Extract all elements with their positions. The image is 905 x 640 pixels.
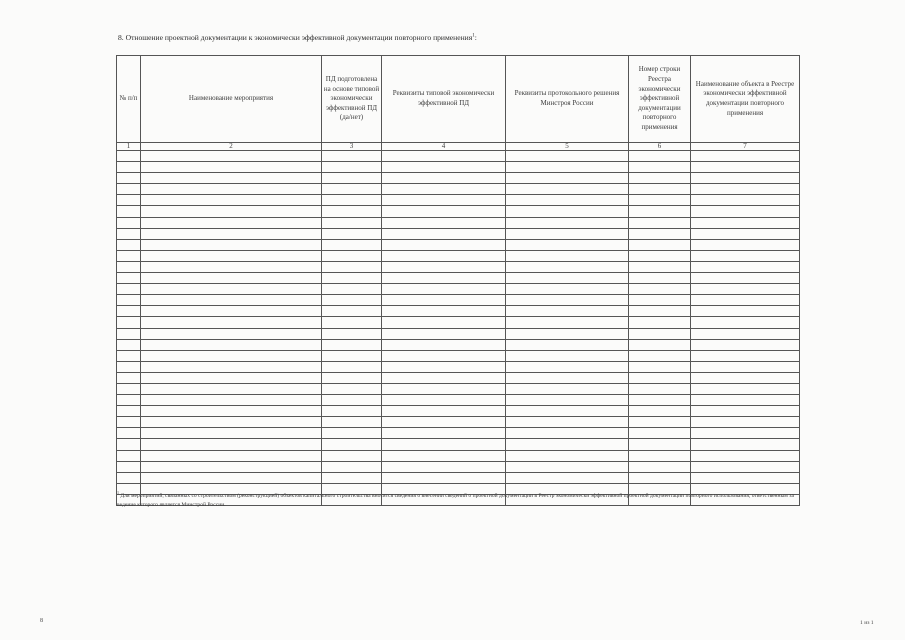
empty-cell [141, 295, 322, 306]
empty-cell [691, 206, 800, 217]
empty-cell [322, 395, 382, 406]
column-number: 1 [117, 143, 141, 151]
empty-cell [691, 284, 800, 295]
empty-cell [691, 328, 800, 339]
empty-cell [141, 151, 322, 162]
empty-cell [382, 350, 506, 361]
empty-cell [629, 450, 691, 461]
empty-table-row [117, 195, 800, 206]
empty-cell [629, 151, 691, 162]
empty-cell [506, 372, 629, 383]
empty-cell [691, 472, 800, 483]
empty-table-row [117, 339, 800, 350]
empty-cell [629, 273, 691, 284]
empty-cell [382, 372, 506, 383]
empty-cell [506, 450, 629, 461]
header-cell-typical-details: Реквизиты типовой экономически эффективной ПД [382, 56, 506, 143]
empty-cell [506, 173, 629, 184]
empty-table-row [117, 273, 800, 284]
column-number: 3 [322, 143, 382, 151]
empty-cell [382, 195, 506, 206]
header-cell-protocol-details: Реквизиты протокольного решения Минстроя России [506, 56, 629, 143]
empty-cell [322, 339, 382, 350]
empty-cell [506, 350, 629, 361]
empty-cell [691, 361, 800, 372]
empty-cell [691, 339, 800, 350]
empty-table-row [117, 173, 800, 184]
empty-cell [506, 151, 629, 162]
header-cell-registry-object: Наименование объекта в Реестре экономически эффективной документации повторного применения [691, 56, 800, 143]
empty-cell [382, 151, 506, 162]
empty-cell [629, 317, 691, 328]
empty-cell [322, 162, 382, 173]
empty-cell [141, 406, 322, 417]
empty-cell [117, 239, 141, 250]
empty-cell [141, 273, 322, 284]
column-number: 4 [382, 143, 506, 151]
empty-cell [629, 173, 691, 184]
empty-cell [691, 239, 800, 250]
empty-cell [629, 206, 691, 217]
empty-cell [506, 461, 629, 472]
empty-cell [382, 173, 506, 184]
empty-table-row [117, 217, 800, 228]
empty-cell [117, 162, 141, 173]
empty-cell [691, 450, 800, 461]
empty-cell [506, 239, 629, 250]
empty-cell [506, 284, 629, 295]
empty-cell [141, 395, 322, 406]
empty-cell [117, 372, 141, 383]
empty-cell [629, 383, 691, 394]
heading-footnote-mark: 1 [472, 33, 475, 39]
header-cell-number: № п/п [117, 56, 141, 143]
empty-cell [382, 361, 506, 372]
empty-cell [629, 461, 691, 472]
empty-cell [382, 284, 506, 295]
empty-cell [506, 217, 629, 228]
empty-cell [117, 439, 141, 450]
empty-cell [629, 361, 691, 372]
empty-table-row [117, 383, 800, 394]
empty-cell [506, 273, 629, 284]
empty-cell [382, 406, 506, 417]
empty-cell [117, 317, 141, 328]
empty-cell [382, 417, 506, 428]
empty-cell [141, 461, 322, 472]
empty-cell [382, 206, 506, 217]
empty-cell [691, 228, 800, 239]
empty-cell [141, 417, 322, 428]
empty-cell [117, 151, 141, 162]
empty-cell [382, 317, 506, 328]
empty-table-row [117, 450, 800, 461]
empty-cell [141, 206, 322, 217]
empty-cell [322, 284, 382, 295]
empty-cell [506, 317, 629, 328]
page-count: 1 из 1 [860, 620, 874, 626]
empty-cell [117, 339, 141, 350]
empty-cell [506, 206, 629, 217]
empty-cell [141, 173, 322, 184]
empty-cell [322, 295, 382, 306]
empty-cell [506, 361, 629, 372]
empty-table-row [117, 228, 800, 239]
empty-cell [322, 273, 382, 284]
empty-cell [629, 350, 691, 361]
empty-cell [322, 383, 382, 394]
empty-cell [382, 428, 506, 439]
empty-cell [629, 250, 691, 261]
empty-table-row [117, 284, 800, 295]
empty-table-row [117, 306, 800, 317]
empty-cell [117, 395, 141, 406]
empty-cell [382, 450, 506, 461]
empty-cell [629, 328, 691, 339]
column-number: 7 [691, 143, 800, 151]
empty-cell [382, 383, 506, 394]
header-row [117, 56, 800, 143]
empty-cell [382, 339, 506, 350]
empty-cell [117, 184, 141, 195]
empty-cell [629, 428, 691, 439]
empty-cell [117, 250, 141, 261]
empty-cell [691, 173, 800, 184]
empty-cell [506, 406, 629, 417]
empty-cell [322, 406, 382, 417]
empty-cell [629, 306, 691, 317]
empty-cell [691, 406, 800, 417]
empty-cell [322, 328, 382, 339]
empty-table-row [117, 328, 800, 339]
empty-cell [506, 184, 629, 195]
empty-cell [141, 383, 322, 394]
empty-cell [141, 261, 322, 272]
empty-cell [629, 195, 691, 206]
empty-cell [322, 239, 382, 250]
empty-cell [322, 461, 382, 472]
empty-cell [141, 306, 322, 317]
empty-cell [141, 250, 322, 261]
empty-cell [117, 228, 141, 239]
page-number: 8 [40, 618, 43, 624]
empty-cell [141, 350, 322, 361]
empty-cell [322, 350, 382, 361]
reuse-documentation-table [116, 55, 800, 506]
empty-cell [691, 461, 800, 472]
empty-cell [322, 417, 382, 428]
empty-table-row [117, 395, 800, 406]
footnote [117, 488, 800, 510]
empty-table-row [117, 317, 800, 328]
empty-cell [506, 417, 629, 428]
empty-cell [629, 472, 691, 483]
heading-text: 8. Отношение проектной документации к экономически эффективной документации повторного применения [118, 33, 473, 42]
empty-cell [629, 372, 691, 383]
heading-colon: : [474, 33, 477, 42]
empty-cell [691, 317, 800, 328]
empty-table-row [117, 361, 800, 372]
empty-cell [629, 339, 691, 350]
empty-cell [691, 428, 800, 439]
empty-cell [322, 439, 382, 450]
empty-table-row [117, 295, 800, 306]
empty-cell [117, 383, 141, 394]
empty-cell [117, 195, 141, 206]
section-heading [118, 33, 477, 42]
empty-cell [629, 406, 691, 417]
empty-table-row [117, 261, 800, 272]
empty-cell [691, 306, 800, 317]
empty-cell [382, 273, 506, 284]
empty-table-row [117, 184, 800, 195]
footnote-mark: 1 [117, 490, 119, 495]
empty-table-row [117, 162, 800, 173]
empty-cell [117, 417, 141, 428]
empty-cell [141, 372, 322, 383]
empty-cell [322, 361, 382, 372]
empty-cell [691, 295, 800, 306]
empty-table-row [117, 439, 800, 450]
empty-cell [382, 162, 506, 173]
empty-cell [322, 206, 382, 217]
empty-cell [322, 428, 382, 439]
empty-cell [629, 217, 691, 228]
empty-cell [117, 428, 141, 439]
empty-cell [322, 261, 382, 272]
empty-cell [322, 195, 382, 206]
empty-cell [322, 317, 382, 328]
empty-cell [691, 439, 800, 450]
empty-table-row [117, 151, 800, 162]
empty-cell [629, 395, 691, 406]
empty-cell [117, 217, 141, 228]
empty-cell [322, 450, 382, 461]
empty-cell [506, 339, 629, 350]
empty-cell [691, 261, 800, 272]
empty-cell [322, 472, 382, 483]
empty-cell [382, 184, 506, 195]
empty-cell [382, 439, 506, 450]
empty-cell [322, 250, 382, 261]
empty-cell [691, 151, 800, 162]
empty-cell [117, 295, 141, 306]
empty-table-row [117, 372, 800, 383]
header-cell-registry-line: Номер строки Реестра экономически эффективной документации повторного применения [629, 56, 691, 143]
empty-cell [141, 361, 322, 372]
empty-cell [691, 195, 800, 206]
empty-cell [141, 195, 322, 206]
empty-cell [506, 306, 629, 317]
empty-table-row [117, 206, 800, 217]
empty-cell [691, 162, 800, 173]
empty-cell [629, 228, 691, 239]
empty-cell [141, 228, 322, 239]
empty-cell [691, 383, 800, 394]
empty-cell [506, 228, 629, 239]
empty-cell [117, 206, 141, 217]
empty-cell [691, 273, 800, 284]
empty-cell [629, 184, 691, 195]
empty-cell [141, 162, 322, 173]
empty-cell [506, 383, 629, 394]
empty-table-row [117, 428, 800, 439]
empty-cell [629, 284, 691, 295]
empty-cell [117, 284, 141, 295]
empty-cell [117, 328, 141, 339]
empty-cell [141, 450, 322, 461]
footnote-text: Для мероприятий, связанных со строительством (реконструкцией) объектов капитального строительства вносятся сведения о внесении сведений о проектной документации в Реестр экономически эффективной проектной документации повторного использования, ответственным за ведение которого является Минстрой России. [117, 492, 794, 508]
empty-cell [117, 273, 141, 284]
empty-cell [141, 472, 322, 483]
empty-cell [382, 472, 506, 483]
empty-cell [506, 250, 629, 261]
column-number: 2 [141, 143, 322, 151]
empty-cell [322, 151, 382, 162]
empty-cell [117, 350, 141, 361]
empty-cell [382, 250, 506, 261]
column-number: 6 [629, 143, 691, 151]
empty-cell [629, 162, 691, 173]
empty-cell [141, 328, 322, 339]
empty-cell [117, 406, 141, 417]
empty-table-row [117, 461, 800, 472]
empty-cell [506, 428, 629, 439]
empty-cell [506, 395, 629, 406]
empty-cell [382, 261, 506, 272]
empty-cell [322, 228, 382, 239]
empty-cell [322, 173, 382, 184]
empty-cell [117, 472, 141, 483]
empty-cell [382, 328, 506, 339]
empty-cell [117, 450, 141, 461]
empty-cell [629, 239, 691, 250]
empty-cell [322, 306, 382, 317]
empty-cell [691, 372, 800, 383]
empty-table-row [117, 417, 800, 428]
empty-table-row [117, 250, 800, 261]
empty-cell [629, 295, 691, 306]
empty-cell [629, 261, 691, 272]
empty-cell [629, 439, 691, 450]
empty-cell [506, 195, 629, 206]
empty-table-row [117, 472, 800, 483]
empty-cell [691, 184, 800, 195]
empty-table-row [117, 350, 800, 361]
header-cell-event-name: Наименование мероприятия [141, 56, 322, 143]
empty-cell [382, 217, 506, 228]
empty-cell [141, 439, 322, 450]
empty-table-row [117, 406, 800, 417]
empty-cell [141, 217, 322, 228]
empty-cell [382, 295, 506, 306]
empty-cell [141, 239, 322, 250]
empty-cell [322, 217, 382, 228]
empty-cell [117, 261, 141, 272]
empty-cell [382, 306, 506, 317]
empty-cell [691, 350, 800, 361]
empty-cell [691, 217, 800, 228]
empty-cell [506, 472, 629, 483]
empty-cell [382, 239, 506, 250]
empty-cell [141, 317, 322, 328]
empty-cell [141, 339, 322, 350]
empty-cell [629, 417, 691, 428]
empty-cell [117, 461, 141, 472]
column-number: 5 [506, 143, 629, 151]
empty-cell [506, 295, 629, 306]
empty-cell [322, 372, 382, 383]
header-cell-based-on-typical: ПД подготовлена на основе типовой экономически эффективной ПД (да/нет) [322, 56, 382, 143]
empty-cell [141, 428, 322, 439]
empty-cell [691, 250, 800, 261]
empty-cell [382, 228, 506, 239]
empty-cell [506, 439, 629, 450]
empty-cell [691, 395, 800, 406]
empty-cell [141, 284, 322, 295]
empty-cell [382, 461, 506, 472]
empty-cell [117, 173, 141, 184]
empty-cell [382, 395, 506, 406]
empty-cell [506, 162, 629, 173]
empty-cell [506, 328, 629, 339]
empty-cell [117, 306, 141, 317]
empty-cell [322, 184, 382, 195]
empty-table-row [117, 239, 800, 250]
empty-cell [691, 417, 800, 428]
empty-cell [506, 261, 629, 272]
empty-cell [117, 361, 141, 372]
column-number-row [117, 143, 800, 151]
empty-cell [141, 184, 322, 195]
